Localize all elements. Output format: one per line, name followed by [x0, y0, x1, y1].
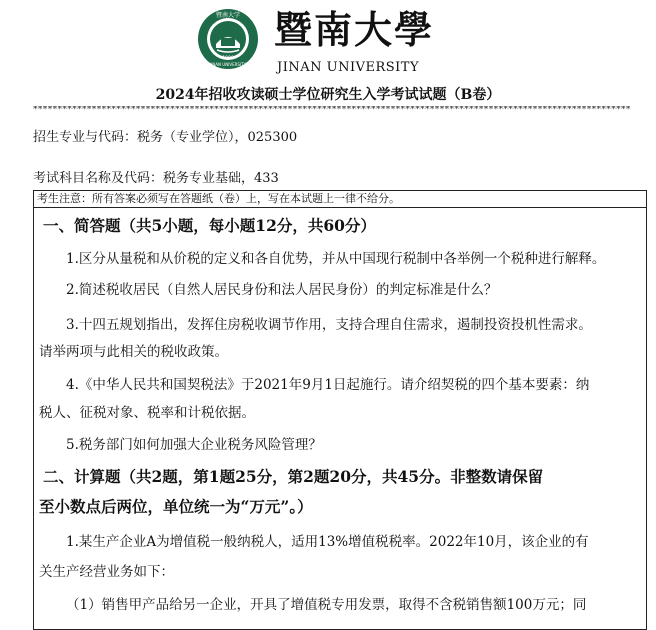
university-name-cn: 暨南大學	[274, 7, 435, 52]
major-line: 招生专业与代码：税务（专业学位），025300	[33, 130, 298, 145]
question-1: 1.区分从量税和从价税的定义和各自优势，并从中国现行税制中各举例一个税种进行解释。	[66, 251, 606, 267]
question-3-line1: 3.十四五规划指出，发挥住房税收调节作用，支持合理自住需求，遏制投资投机性需求。	[66, 317, 592, 333]
question-4-line1: 4.《中华人民共和国契税法》于2021年9月1日起施行。请介绍契税的四个基本要素：纳	[66, 377, 590, 393]
university-seal-icon	[197, 8, 259, 70]
exam-title: 2024年招收攻读硕士学位研究生入学考试试题（B卷）	[155, 87, 501, 103]
problem-1-line2: 关生产经营业务如下：	[39, 564, 174, 580]
subject-line: 考试科目名称及代码：税务专业基础，433	[33, 171, 279, 186]
star-divider: **************************************************************************************************************************	[33, 106, 631, 114]
question-3-line2: 请举两项与此相关的税收政策。	[39, 344, 228, 360]
university-name-en: JINAN UNIVERSITY	[277, 60, 420, 75]
seal-text-top: 暨南大学	[215, 12, 241, 19]
header	[0, 0, 656, 82]
exam-notice: 考生注意：所有答案必须写在答题纸（卷）上，写在本试题上一律不给分。	[34, 191, 646, 208]
question-4-line2: 税人、征税对象、税率和计税依据。	[39, 405, 255, 421]
seal-text-bottom: JINAN UNIVERSITY	[209, 62, 247, 67]
section1-heading: 一、简答题（共5小题，每小题12分，共60分）	[43, 216, 376, 235]
problem-1-line1: 1.某生产企业A为增值税一般纳税人，适用13%增值税税率。2022年10月，该企业的有	[66, 534, 589, 550]
question-2: 2.简述税收居民（自然人居民身份和法人居民身份）的判定标准是什么？	[66, 282, 498, 298]
section2-heading-line2: 至小数点后两位，单位统一为“万元”。）	[39, 497, 313, 516]
section2-heading-line1: 二、计算题（共2题，第1题25分，第2题20分，共45分。非整数请保留	[43, 467, 544, 486]
question-5: 5.税务部门如何加强大企业税务风险管理？	[66, 437, 322, 453]
problem-1-item1: （1）销售甲产品给另一企业，开具了增值税专用发票，取得不含税销售额100万元；同	[66, 597, 587, 613]
seal-year: 1906	[222, 56, 234, 61]
